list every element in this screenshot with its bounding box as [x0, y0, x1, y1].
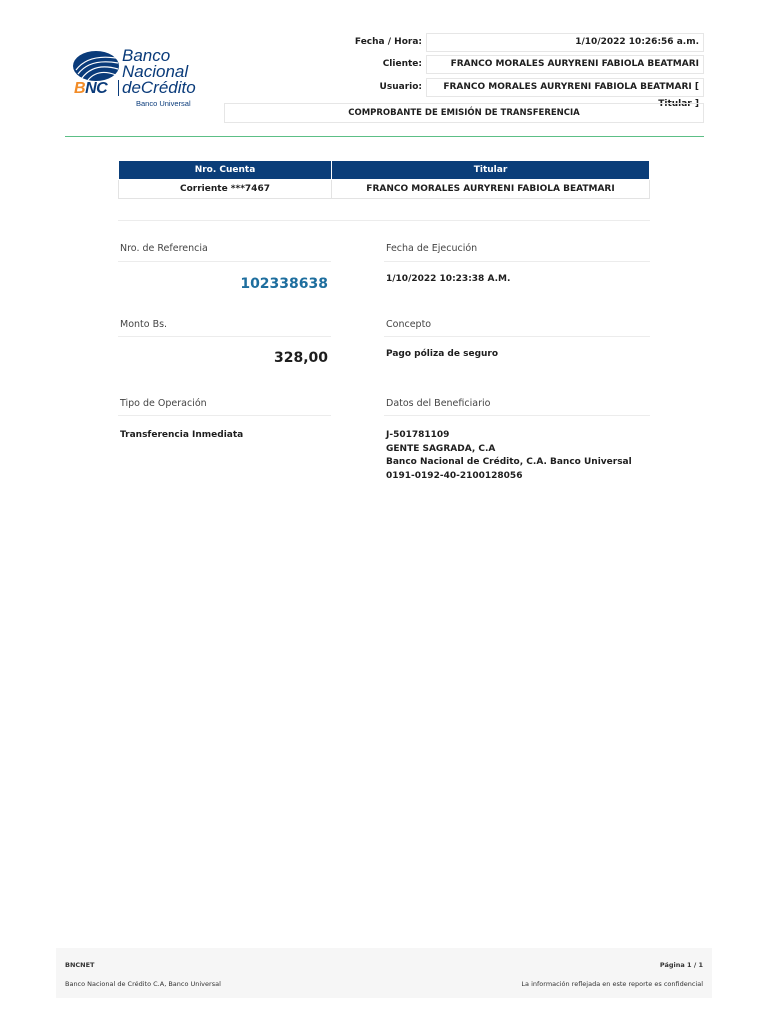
- fecha-hora-value: 1/10/2022 10:26:56 a.m.: [426, 33, 704, 52]
- bnc-letters-nc: NC: [85, 80, 108, 97]
- fecha-ejecucion-value: 1/10/2022 10:23:38 A.M.: [386, 274, 511, 284]
- col-titular: Titular: [332, 161, 650, 180]
- titular-cell: FRANCO MORALES AURYRENI FABIOLA BEATMARI: [332, 180, 650, 199]
- fecha-ejecucion-label: Fecha de Ejecución: [386, 243, 478, 254]
- logo-subtitle: Banco Universal: [136, 99, 191, 108]
- concepto-value: Pago póliza de seguro: [386, 349, 499, 359]
- tipo-operacion-value: Transferencia Inmediata: [120, 430, 244, 440]
- logo-line-3: deCrédito: [122, 78, 196, 97]
- usuario-value: FRANCO MORALES AURYRENI FABIOLA BEATMARI [ Titular ]: [426, 78, 704, 97]
- usuario-label: Usuario:: [379, 82, 422, 92]
- footer-page-number: Página 1 / 1: [659, 961, 703, 969]
- beneficiario-details: [386, 429, 632, 483]
- account-table-header: [119, 161, 650, 180]
- tipo-operacion-label: Tipo de Operación: [120, 398, 207, 409]
- beneficiario-cuenta: 0191-0192-40-2100128056: [386, 470, 523, 481]
- page-footer: [56, 948, 712, 998]
- field-underline: [118, 336, 331, 337]
- beneficiario-label: Datos del Beneficiario: [386, 398, 491, 409]
- field-underline: [384, 261, 650, 262]
- fecha-hora-label: Fecha / Hora:: [354, 37, 422, 47]
- footer-disclaimer: La información reflejada en este reporte es confidencial: [521, 980, 703, 988]
- logo-separator: [118, 80, 119, 96]
- account-table: [118, 161, 650, 199]
- bank-logo-globe-icon: [72, 50, 120, 82]
- logo-line-1: Banco: [122, 46, 171, 65]
- referencia-label: Nro. de Referencia: [120, 243, 208, 254]
- cuenta-cell: Corriente ***7467: [119, 180, 332, 199]
- logo-line-2: Nacional: [122, 62, 189, 81]
- cliente-label: Cliente:: [382, 59, 422, 69]
- field-underline: [118, 415, 331, 416]
- beneficiario-nombre: GENTE SAGRADA, C.A: [386, 443, 496, 454]
- beneficiario-rif: J-501781109: [386, 430, 450, 440]
- section-divider: [118, 220, 650, 221]
- referencia-value: 102338638: [240, 276, 328, 292]
- bnc-letter-b: B: [74, 80, 86, 97]
- col-nro-cuenta: Nro. Cuenta: [119, 161, 332, 180]
- bank-logo-text: [122, 48, 196, 96]
- concepto-label: Concepto: [386, 319, 432, 330]
- field-underline: [384, 336, 650, 337]
- monto-value: 328,00: [273, 350, 328, 366]
- document-title: COMPROBANTE DE EMISIÓN DE TRANSFERENCIA: [224, 103, 704, 123]
- footer-bank-name: Banco Nacional de Crédito C.A, Banco Universal: [65, 980, 221, 988]
- header-separator: [65, 136, 704, 137]
- table-row: [119, 180, 650, 199]
- cliente-value: FRANCO MORALES AURYRENI FABIOLA BEATMARI: [426, 55, 704, 74]
- monto-label: Monto Bs.: [120, 319, 168, 330]
- bank-logo: [72, 46, 212, 112]
- bnc-abbreviation: [74, 80, 107, 98]
- footer-title: BNCNET: [65, 961, 95, 969]
- field-underline: [384, 415, 650, 416]
- beneficiario-banco: Banco Nacional de Crédito, C.A. Banco Universal: [386, 457, 632, 467]
- field-underline: [118, 261, 331, 262]
